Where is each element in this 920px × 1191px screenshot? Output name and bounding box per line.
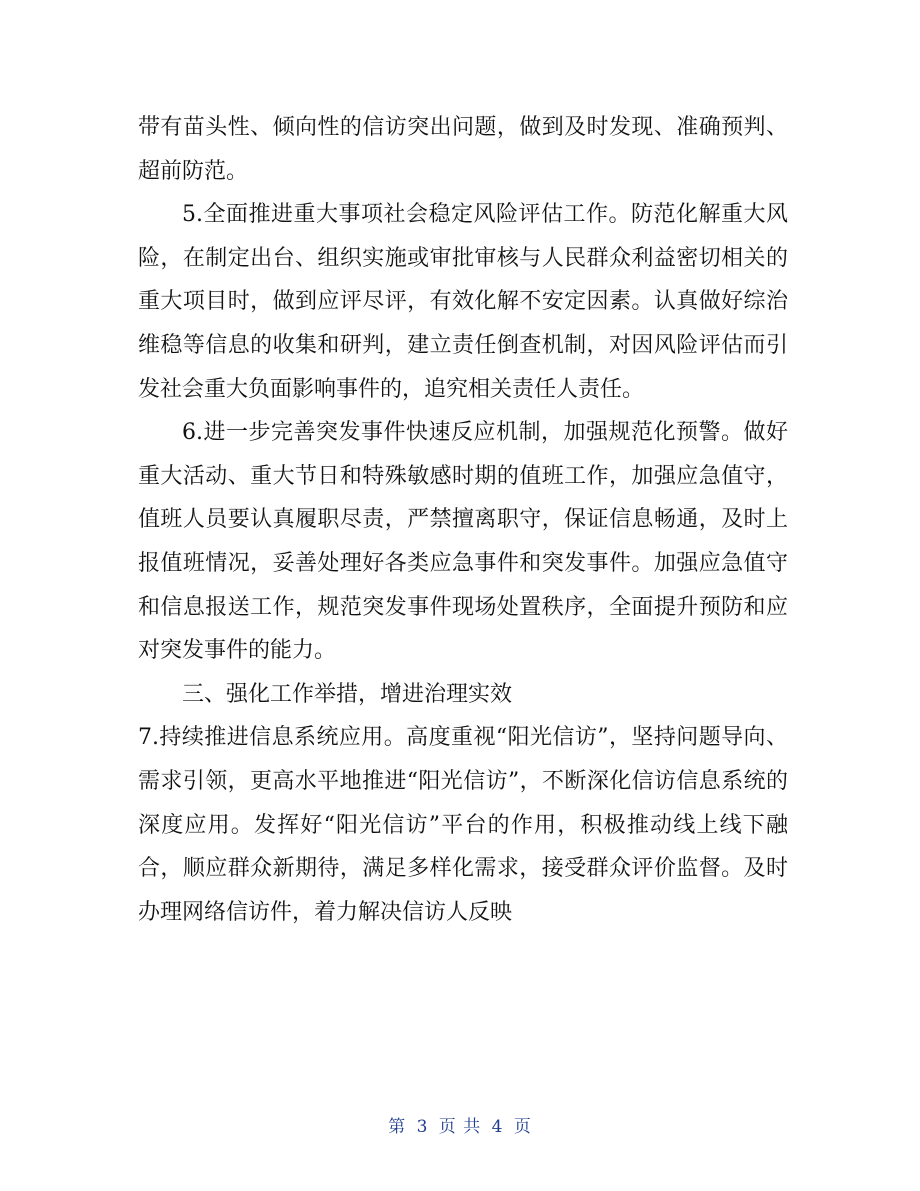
document-body	[138, 106, 788, 934]
page-footer	[0, 1112, 920, 1137]
paragraph-item-5: 5.全面推进重大事项社会稳定风险评估工作。防范化解重大风险，在制定出台、组织实施或审批审核与人民群众利益密切相关的重大项目时，做到应评尽评，有效化解不安定因素。认真做好综治维稳等信息的收集和研判，建立责任倒查机制，对因风险评估而引发社会重大负面影响事件的，追究相关责任人责任。	[138, 202, 788, 402]
footer-middle: 页 共	[438, 1117, 482, 1137]
paragraph-item-6: 6.进一步完善突发事件快速反应机制，加强规范化预警。做好重大活动、重大节日和特殊敏感时期的值班工作，加强应急值守，值班人员要认真履职尽责，严禁擅离职守，保证信息畅通，及时上报值班情况，妥善处理好各类应急事件和突发事件。加强应急值守和信息报送工作，规范突发事件现场处置秩序，全面提升预防和应对突发事件的能力。	[138, 420, 788, 664]
section-heading-3: 三、强化工作举措，增进治理实效	[182, 681, 513, 707]
footer-current-page: 3	[416, 1117, 429, 1137]
footer-total-pages: 4	[491, 1117, 504, 1137]
paragraph-item-7: 7.持续推进信息系统应用。高度重视“阳光信访”，坚持问题导向、需求引领，更高水平地推进“阳光信访”，不断深化信访信息系统的深度应用。发挥好“阳光信访”平台的作用，积极推动线上线下融合，顺应群众新期待，满足多样化需求，接受群众评价监督。及时办理网络信访件，着力解决信访人反映	[138, 725, 788, 925]
footer-suffix: 页	[513, 1117, 532, 1137]
footer-prefix: 第	[388, 1117, 407, 1137]
paragraph-1: 带有苗头性、倾向性的信访突出问题，做到及时发现、准确预判、超前防范。	[138, 115, 788, 184]
